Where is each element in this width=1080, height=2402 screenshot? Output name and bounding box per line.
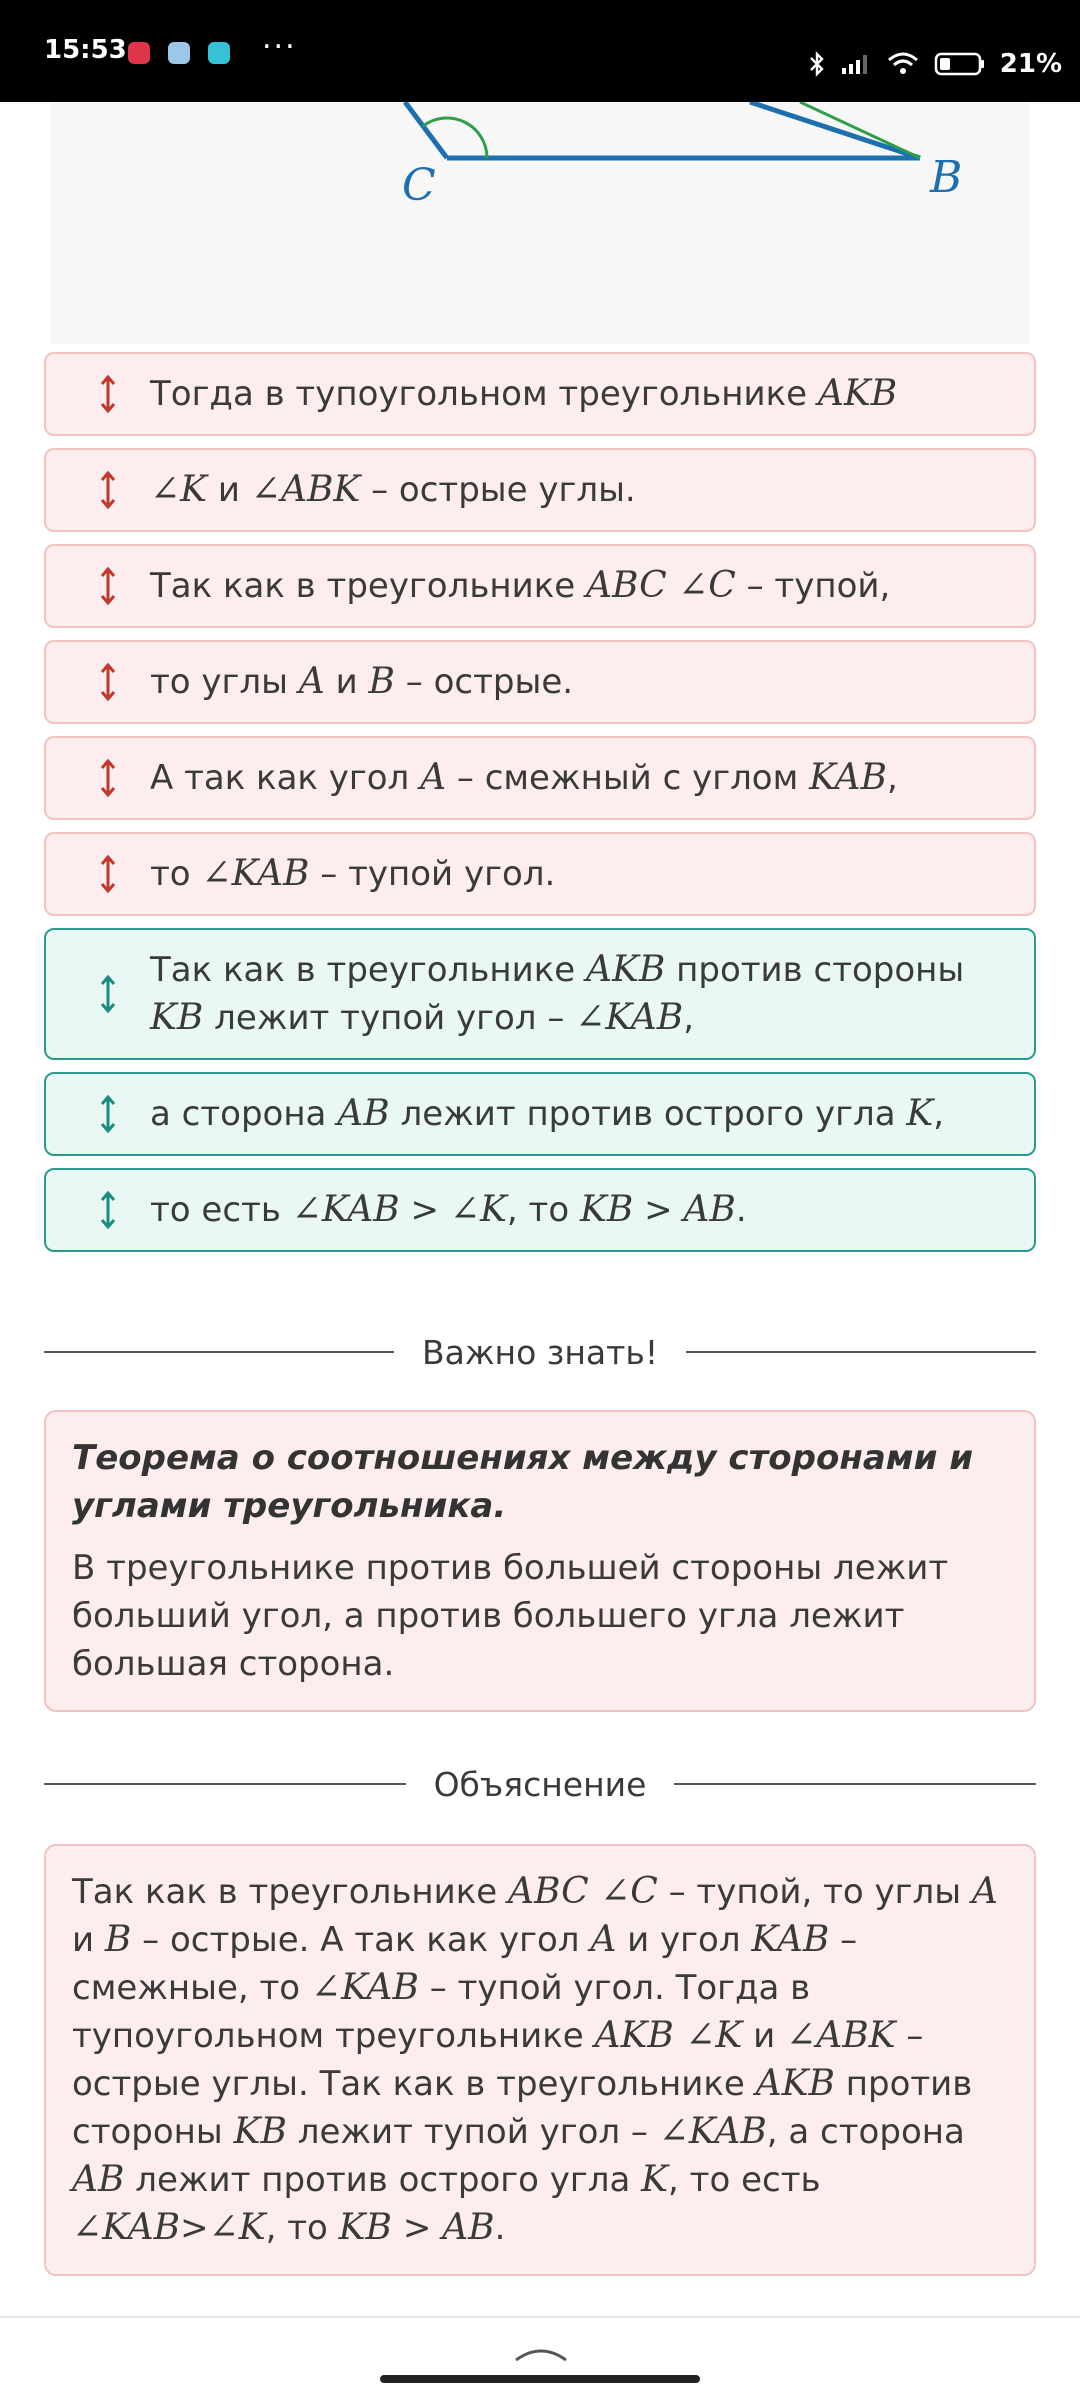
- text-fragment: – острые углы. Так как в треугольнике: [72, 2016, 924, 2104]
- math-expression: AKB: [755, 2063, 835, 2104]
- important-heading: Важно знать!: [421, 1332, 659, 1372]
- text-fragment: лежит тупой угол –: [286, 2112, 659, 2152]
- ordering-step[interactable]: [44, 928, 1036, 1060]
- math-expression: ABC ∠C: [507, 1871, 658, 1912]
- wifi-icon: [886, 51, 920, 77]
- app-icon-blue: [208, 42, 230, 64]
- text-fragment: >: [392, 2208, 443, 2248]
- drag-handle-icon[interactable]: [80, 1190, 136, 1230]
- ordering-step[interactable]: [44, 352, 1036, 436]
- app-icon-red: [128, 42, 150, 64]
- math-expression: B: [368, 661, 395, 702]
- step-text: [136, 834, 575, 914]
- ordering-step[interactable]: [44, 736, 1036, 820]
- math-expression: ∠KAB: [658, 2111, 767, 2152]
- math-expression: ∠KAB: [575, 997, 684, 1038]
- math-expression: AB: [442, 2207, 495, 2248]
- text-fragment: ,: [933, 1094, 945, 1134]
- ordering-step[interactable]: [44, 448, 1036, 532]
- text-fragment: лежит против острого угла: [124, 2160, 642, 2200]
- text-fragment: , то есть: [668, 2160, 821, 2200]
- text-fragment: – смежные, то: [72, 1920, 858, 2008]
- ordering-step[interactable]: [44, 1072, 1036, 1156]
- math-expression: KB: [150, 997, 204, 1038]
- ordering-step[interactable]: [44, 640, 1036, 724]
- drag-handle-icon[interactable]: [80, 1094, 136, 1134]
- math-expression: K: [641, 2159, 669, 2200]
- theorem-box: [44, 1410, 1036, 1712]
- text-fragment: Так как в треугольнике: [150, 950, 586, 990]
- chevron-up-icon[interactable]: [512, 2342, 570, 2364]
- math-expression: ∠K: [208, 2207, 266, 2248]
- math-expression: B: [104, 1919, 132, 1960]
- ordering-step[interactable]: [44, 832, 1036, 916]
- signal-icon: [840, 52, 872, 76]
- text-fragment: , то: [265, 2208, 339, 2248]
- math-expression: AB: [72, 2159, 125, 2200]
- text-fragment: лежит тупой угол –: [203, 998, 576, 1038]
- step-text: [136, 642, 593, 722]
- text-fragment: .: [735, 1190, 747, 1230]
- status-bar: [0, 0, 1080, 102]
- segment-kb: [800, 102, 920, 158]
- text-fragment: – тупой угол. Тогда в тупоугольном треугольнике: [72, 1968, 811, 2056]
- step-text: [136, 930, 1034, 1058]
- text-fragment: то: [150, 854, 202, 894]
- text-fragment: , а сторона: [766, 2112, 965, 2152]
- math-expression: AB: [337, 1093, 390, 1134]
- ordering-step[interactable]: [44, 544, 1036, 628]
- step-text: [136, 546, 910, 626]
- divider-line: [674, 1783, 1036, 1785]
- ordering-steps-list: [44, 352, 1036, 1264]
- math-expression: ∠K: [449, 1189, 507, 1230]
- math-expression: A: [971, 1871, 998, 1912]
- explanation-divider: [44, 1764, 1036, 1804]
- text-fragment: то углы: [150, 662, 299, 702]
- status-time: 15:53: [44, 35, 127, 65]
- step-text: [136, 1074, 964, 1154]
- step-text: [136, 1170, 767, 1250]
- text-fragment: Так как в треугольнике: [72, 1872, 508, 1912]
- text-fragment: и: [324, 662, 369, 702]
- text-fragment: лежит против острого угла: [389, 1094, 907, 1134]
- math-expression: ∠K: [150, 469, 208, 510]
- status-right-group: [808, 49, 1062, 79]
- important-divider: [44, 1332, 1036, 1372]
- divider-line: [44, 1783, 406, 1785]
- segment-ca: [405, 102, 447, 158]
- math-expression: KB: [338, 2207, 393, 2248]
- text-fragment: то есть: [150, 1190, 292, 1230]
- explanation-text: [72, 1868, 1008, 2252]
- math-expression: ∠KAB: [310, 1967, 419, 2008]
- text-fragment: >: [399, 1190, 450, 1230]
- math-expression: ∠ABK: [250, 469, 361, 510]
- text-fragment: >: [633, 1190, 684, 1230]
- home-indicator[interactable]: [380, 2375, 700, 2383]
- ordering-step[interactable]: [44, 1168, 1036, 1252]
- text-fragment: – тупой,: [735, 566, 891, 606]
- math-expression: K: [906, 1093, 934, 1134]
- text-fragment: .: [494, 2208, 506, 2248]
- explanation-heading: Объяснение: [433, 1764, 647, 1804]
- text-fragment: против стороны: [665, 950, 965, 990]
- battery-icon: [934, 51, 986, 77]
- theorem-text: В треугольнике против большей стороны лежит больший угол, а против большего угла лежит большая сторона.: [72, 1548, 949, 1684]
- divider-line: [44, 1351, 394, 1353]
- math-expression: ABC ∠C: [585, 565, 736, 606]
- text-fragment: – смежный с углом: [446, 758, 810, 798]
- phone-app-icon: [168, 42, 190, 64]
- text-fragment: и: [207, 470, 251, 510]
- text-fragment: – острые углы.: [360, 470, 636, 510]
- math-expression: AKB ∠K: [594, 2015, 743, 2056]
- text-fragment: ,: [886, 758, 898, 798]
- battery-percent: 21%: [999, 49, 1062, 79]
- text-fragment: – острые. А так как угол: [131, 1920, 591, 1960]
- text-fragment: и: [742, 2016, 787, 2056]
- text-fragment: А так как угол: [150, 758, 421, 798]
- text-fragment: против стороны: [72, 2064, 973, 2152]
- math-expression: ∠KAB: [291, 1189, 400, 1230]
- drag-handle-icon[interactable]: [80, 374, 136, 414]
- math-expression: ∠KAB: [201, 853, 310, 894]
- text-fragment: , то: [506, 1190, 580, 1230]
- point-b-label: B: [930, 152, 963, 203]
- math-expression: KB: [579, 1189, 634, 1230]
- step-text: [136, 738, 918, 818]
- segment-ab: [750, 102, 920, 158]
- bottom-nav-bar: [0, 2316, 1080, 2402]
- text-fragment: ,: [683, 998, 695, 1038]
- step-text: [136, 354, 917, 434]
- math-expression: AKB: [817, 373, 898, 414]
- theorem-title: Теорема о соотношениях между сторонами и углами треугольника.: [72, 1438, 974, 1526]
- math-expression: ∠ABK: [786, 2015, 896, 2056]
- text-fragment: – тупой, то углы: [657, 1872, 972, 1912]
- math-expression: A: [298, 661, 325, 702]
- math-expression: ∠KAB: [72, 2207, 181, 2248]
- drag-handle-icon[interactable]: [80, 974, 136, 1014]
- drag-handle-icon[interactable]: [80, 566, 136, 606]
- math-expression: A: [590, 1919, 617, 1960]
- text-fragment: Так как в треугольнике: [150, 566, 586, 606]
- step-text: [136, 450, 656, 530]
- point-c-label: C: [402, 160, 436, 211]
- text-fragment: и: [72, 1920, 105, 1960]
- drag-handle-icon[interactable]: [80, 662, 136, 702]
- text-fragment: – тупой угол.: [309, 854, 556, 894]
- triangle-figure: [50, 102, 1030, 344]
- bluetooth-icon: [808, 50, 826, 78]
- drag-handle-icon[interactable]: [80, 758, 136, 798]
- triangle-drawing: [50, 102, 1030, 344]
- math-expression: AB: [683, 1189, 736, 1230]
- text-fragment: >: [180, 2208, 209, 2248]
- text-fragment: Тогда в тупоугольном треугольнике: [150, 374, 818, 414]
- math-expression: AKB: [585, 949, 666, 990]
- text-fragment: и угол: [616, 1920, 752, 1960]
- math-expression: KAB: [751, 1919, 830, 1960]
- text-fragment: – острые.: [394, 662, 574, 702]
- math-expression: A: [420, 757, 447, 798]
- divider-line: [686, 1351, 1036, 1353]
- more-notifications-icon: ···: [262, 29, 297, 65]
- math-expression: KAB: [809, 757, 887, 798]
- explanation-box: [44, 1844, 1036, 2276]
- drag-handle-icon[interactable]: [80, 854, 136, 894]
- drag-handle-icon[interactable]: [80, 470, 136, 510]
- text-fragment: а сторона: [150, 1094, 338, 1134]
- math-expression: KB: [233, 2111, 287, 2152]
